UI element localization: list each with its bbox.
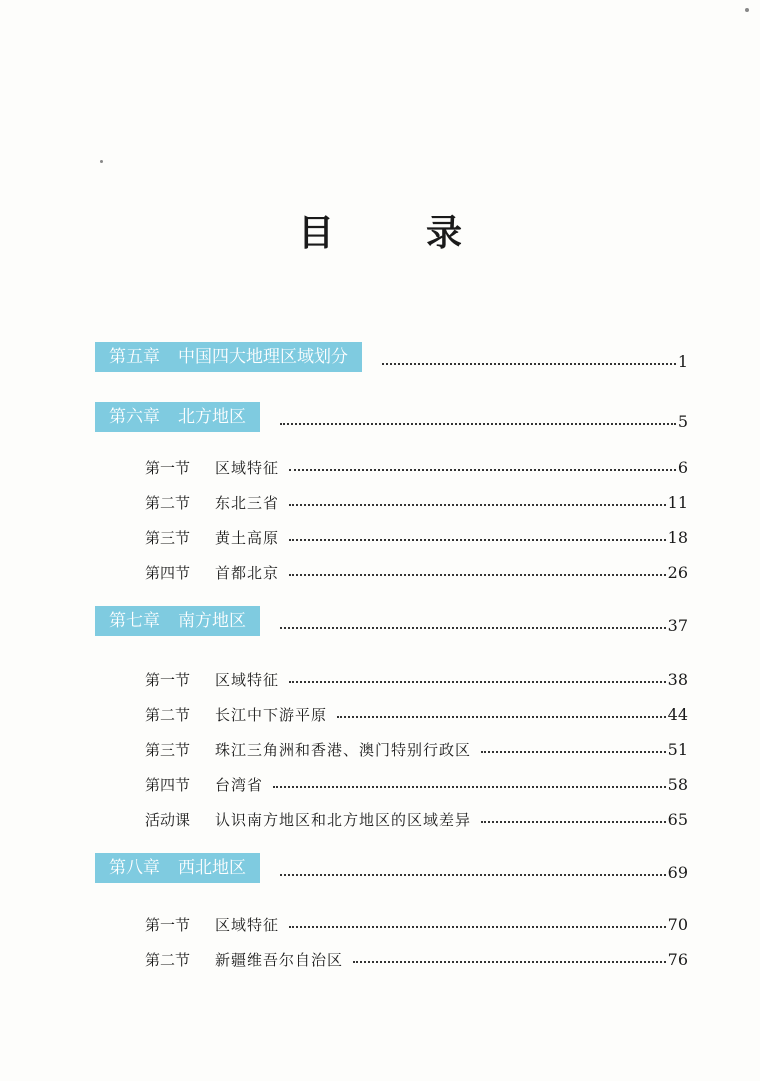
chapter-title: 南方地区: [178, 611, 246, 631]
page-speck: [100, 160, 103, 163]
section-title: 新疆维吾尔自治区: [215, 951, 344, 969]
leader-dots: [280, 874, 666, 876]
toc-section[interactable]: [145, 695, 688, 725]
page-number: 69: [667, 863, 688, 882]
section-title: 长江中下游平原: [215, 706, 328, 724]
section-title: 黄土高原: [215, 529, 280, 547]
toc-chapter-5[interactable]: [95, 342, 688, 372]
section-title: 首都北京: [215, 564, 280, 582]
page-number: 18: [667, 528, 688, 547]
page-number: 6: [677, 458, 688, 477]
leader-dots: [289, 681, 666, 683]
corner-mark: [745, 8, 749, 12]
page-number: 51: [667, 740, 688, 759]
toc-section[interactable]: [145, 660, 688, 690]
page-number: 58: [667, 775, 688, 794]
toc-section[interactable]: [145, 518, 688, 548]
leader-dots: [353, 961, 666, 963]
leader-dots: [289, 469, 676, 471]
section-title: 区域特征: [215, 916, 280, 934]
page-number: 37: [667, 616, 688, 635]
chapter-number: 第六章: [109, 407, 160, 427]
page-number: 5: [677, 412, 688, 431]
section-number: 第四节: [145, 564, 191, 582]
section-number: 活动课: [145, 811, 191, 829]
section-number: 第四节: [145, 776, 191, 794]
section-title: 台湾省: [215, 776, 264, 794]
chapter-number: 第五章: [109, 347, 160, 367]
section-number: 第三节: [145, 529, 191, 547]
leader-dots: [289, 574, 666, 576]
leader-dots: [481, 821, 666, 823]
section-title: 东北三省: [215, 494, 280, 512]
leader-dots: [289, 504, 666, 506]
section-number: 第二节: [145, 706, 191, 724]
leader-dots: [289, 539, 666, 541]
page-title: 目 录: [297, 212, 490, 254]
chapter-label: [95, 853, 260, 883]
chapter-label: [95, 606, 260, 636]
section-title: 区域特征: [215, 459, 280, 477]
chapter-label: [95, 342, 362, 372]
leader-dots: [280, 627, 666, 629]
leader-dots: [481, 751, 666, 753]
section-number: 第二节: [145, 951, 191, 969]
section-title: 认识南方地区和北方地区的区域差异: [215, 811, 472, 829]
page-number: 70: [667, 915, 688, 934]
chapter-title: 中国四大地理区域划分: [178, 347, 348, 367]
toc-section[interactable]: [145, 553, 688, 583]
page-number: 38: [667, 670, 688, 689]
toc-chapter-6[interactable]: [95, 402, 688, 432]
chapter-number: 第八章: [109, 858, 160, 878]
page-number: 26: [667, 563, 688, 582]
chapter-title: 北方地区: [178, 407, 246, 427]
toc-section[interactable]: [145, 940, 688, 970]
leader-dots: [289, 926, 666, 928]
chapter-title: 西北地区: [178, 858, 246, 878]
section-number: 第一节: [145, 459, 191, 477]
toc-section[interactable]: [145, 730, 688, 760]
leader-dots: [337, 716, 666, 718]
leader-dots: [273, 786, 666, 788]
page-number: 1: [677, 352, 688, 371]
toc-chapter-8[interactable]: [95, 853, 688, 883]
page-number: 76: [667, 950, 688, 969]
chapter-number: 第七章: [109, 611, 160, 631]
section-number: 第一节: [145, 916, 191, 934]
toc-section[interactable]: [145, 765, 688, 795]
toc-section[interactable]: [145, 483, 688, 513]
page-number: 65: [667, 810, 688, 829]
page-number: 11: [667, 493, 688, 512]
leader-dots: [280, 423, 676, 425]
section-number: 第三节: [145, 741, 191, 759]
toc-section[interactable]: [145, 448, 688, 478]
section-number: 第一节: [145, 671, 191, 689]
section-title: 区域特征: [215, 671, 280, 689]
page-number: 44: [667, 705, 688, 724]
chapter-label: [95, 402, 260, 432]
section-title: 珠江三角洲和香港、澳门特别行政区: [215, 741, 472, 759]
section-number: 第二节: [145, 494, 191, 512]
toc-section[interactable]: [145, 800, 688, 830]
leader-dots: [382, 363, 676, 365]
toc-chapter-7[interactable]: [95, 606, 688, 636]
toc-section[interactable]: [145, 905, 688, 935]
